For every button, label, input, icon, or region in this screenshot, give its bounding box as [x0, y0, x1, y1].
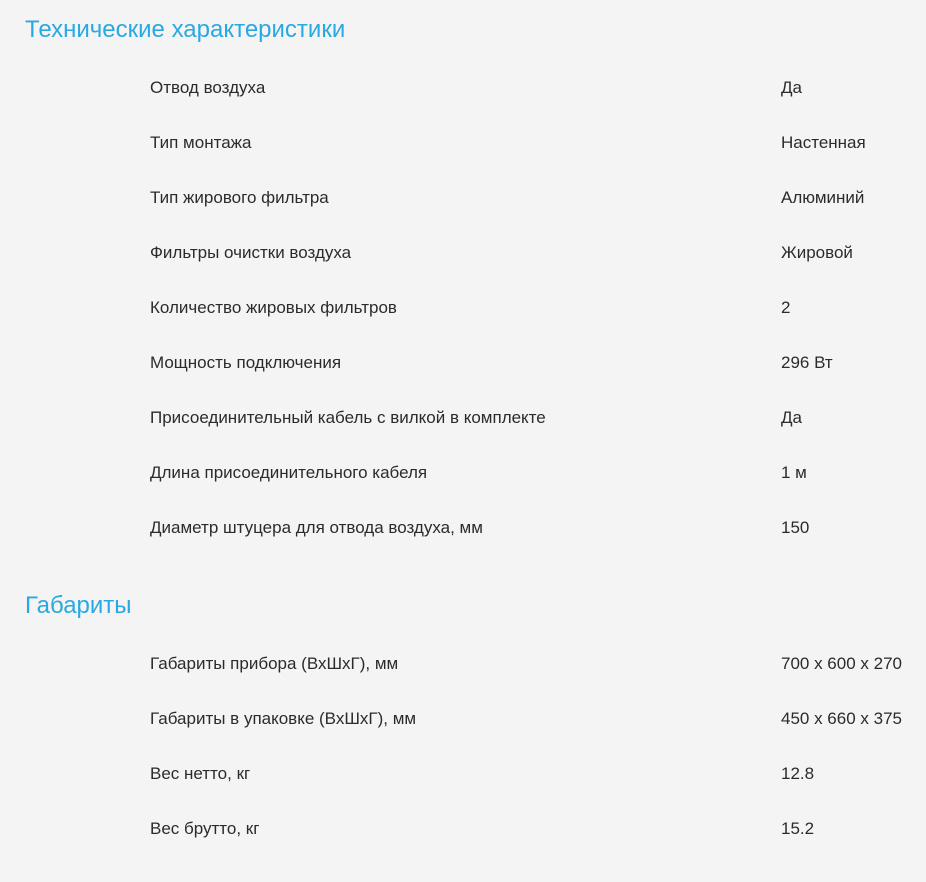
spec-label: Тип монтажа — [150, 133, 252, 152]
spec-value: 2 — [781, 298, 791, 317]
section-title-dimensions: Габариты — [25, 592, 132, 619]
spec-value: 700 x 600 x 270 — [781, 654, 902, 673]
spec-value: Настенная — [781, 133, 866, 152]
spec-value: 1 м — [781, 463, 807, 482]
spec-value: 450 x 660 x 375 — [781, 709, 902, 728]
spec-label: Количество жировых фильтров — [150, 298, 397, 317]
section-title-specs: Технические характеристики — [25, 16, 346, 43]
spec-label: Отвод воздуха — [150, 78, 266, 97]
spec-row-device-dimensions — [0, 653, 926, 708]
spec-row-mounting-type — [0, 132, 926, 187]
spec-row-power — [0, 352, 926, 407]
spec-value: Да — [781, 78, 802, 97]
spec-label: Мощность подключения — [150, 353, 342, 372]
spec-label: Фильтры очистки воздуха — [150, 243, 352, 262]
spec-row-package-dimensions — [0, 708, 926, 763]
spec-value: 15.2 — [781, 819, 815, 838]
spec-row-net-weight — [0, 763, 926, 818]
specs-list — [0, 77, 926, 572]
spec-label: Габариты в упаковке (ВхШхГ), мм — [150, 709, 417, 728]
spec-row-air-outlet — [0, 77, 926, 132]
spec-value: 296 Вт — [781, 353, 833, 372]
spec-value: 12.8 — [781, 764, 815, 783]
spec-row-grease-filter-type — [0, 187, 926, 242]
spec-row-outlet-diameter — [0, 517, 926, 572]
spec-label: Длина присоединительного кабеля — [150, 463, 428, 482]
spec-row-cable-length — [0, 462, 926, 517]
spec-row-cable-with-plug — [0, 407, 926, 462]
spec-row-air-filters — [0, 242, 926, 297]
dimensions-list — [0, 653, 926, 873]
spec-label: Габариты прибора (ВхШхГ), мм — [150, 654, 399, 673]
spec-row-gross-weight — [0, 818, 926, 873]
spec-value: 150 — [781, 518, 810, 537]
spec-value: Жировой — [781, 243, 853, 262]
spec-label: Вес брутто, кг — [150, 819, 260, 838]
spec-label: Диаметр штуцера для отвода воздуха, мм — [150, 518, 483, 537]
spec-value: Да — [781, 408, 802, 427]
spec-label: Вес нетто, кг — [150, 764, 251, 783]
spec-value: Алюминий — [781, 188, 865, 207]
spec-label: Тип жирового фильтра — [150, 188, 329, 207]
spec-label: Присоединительный кабель с вилкой в комплекте — [150, 408, 546, 427]
spec-row-grease-filter-count — [0, 297, 926, 352]
